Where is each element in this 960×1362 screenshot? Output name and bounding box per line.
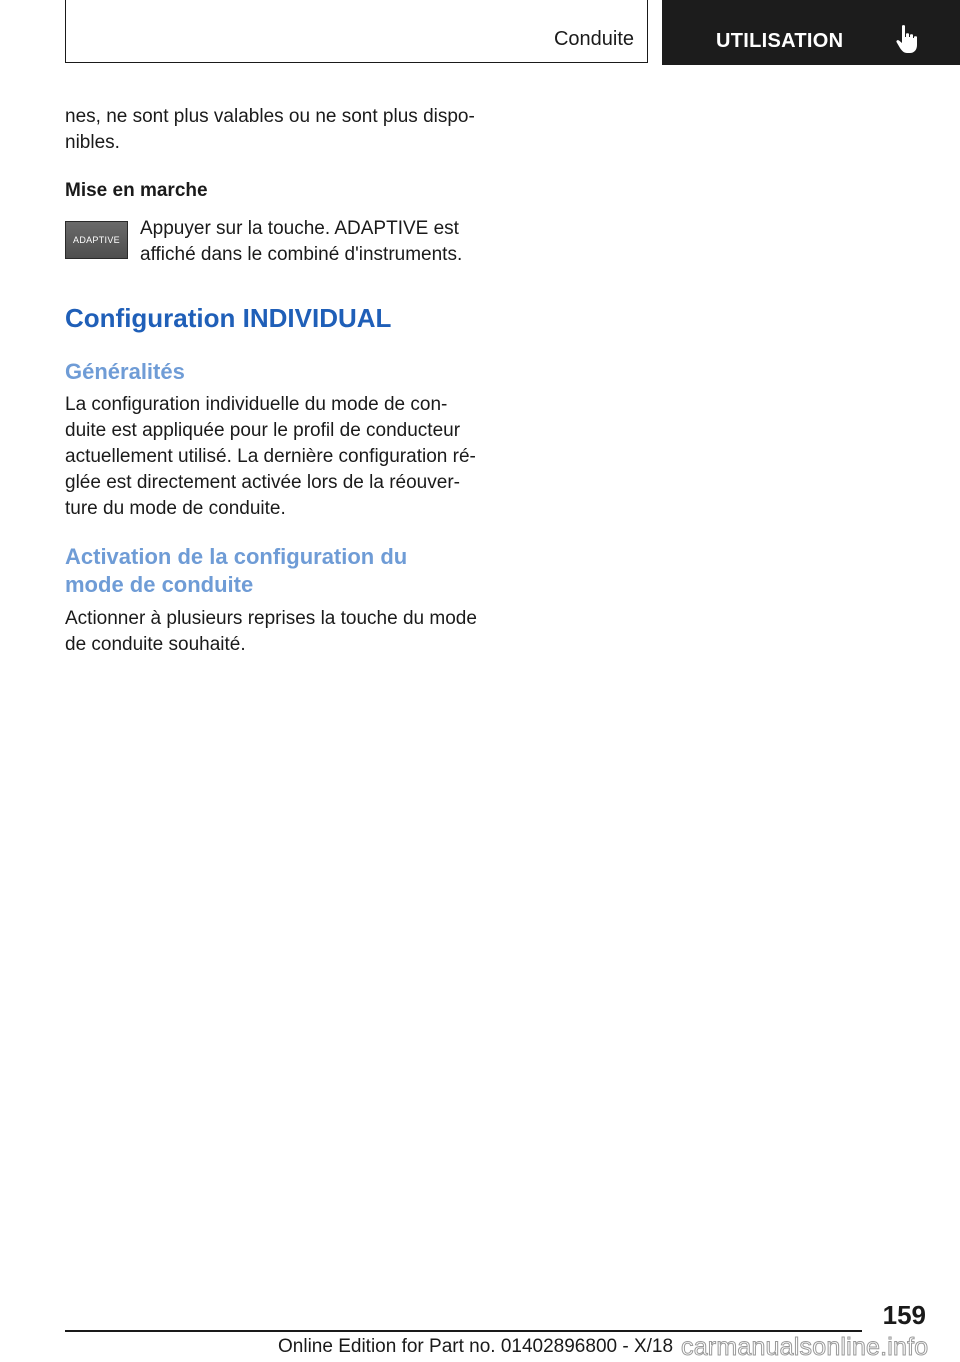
footer-divider: [65, 1330, 862, 1332]
general-heading: Généralités: [65, 359, 185, 384]
adaptive-button-label: ADAPTIVE: [73, 235, 120, 245]
general-line-4: glée est directement activée lors de la réouver-: [65, 472, 460, 493]
activation-heading-line-1: Activation de la configuration du: [65, 544, 408, 569]
activation-heading-line-2: mode de conduite: [65, 572, 254, 597]
header-section-box: [65, 0, 648, 63]
intro-line-2: nibles.: [65, 132, 120, 153]
header-chapter-title: UTILISATION: [716, 30, 844, 52]
switch-on-heading: Mise en marche: [65, 180, 208, 201]
watermark: carmanualsonline.info: [681, 1333, 929, 1361]
switch-on-line-2: affiché dans le combiné d'instruments.: [140, 244, 463, 265]
activation-line-2: de conduite souhaité.: [65, 634, 246, 655]
intro-line-1: nes, ne sont plus valables ou ne sont plus dispo-: [65, 106, 475, 127]
pointing-hand-icon: [895, 24, 921, 54]
header-section-title: Conduite: [553, 28, 634, 50]
header-chapter-tab: [662, 0, 960, 65]
switch-on-line-1: Appuyer sur la touche. ADAPTIVE est: [140, 218, 459, 239]
general-line-5: ture du mode de conduite.: [65, 498, 286, 519]
page-number: 159: [882, 1300, 926, 1330]
adaptive-button-graphic: [65, 221, 128, 259]
general-line-1: La configuration individuelle du mode de con-: [65, 394, 448, 415]
edition-note: Online Edition for Part no. 01402896800 - X/18: [278, 1336, 674, 1357]
general-line-2: duite est appliquée pour le profil de conducteur: [65, 420, 461, 441]
activation-line-1: Actionner à plusieurs reprises la touche du mode: [65, 608, 477, 629]
section-title: Configuration INDIVIDUAL: [65, 303, 392, 333]
general-line-3: actuellement utilisé. La dernière configuration ré-: [65, 446, 476, 467]
